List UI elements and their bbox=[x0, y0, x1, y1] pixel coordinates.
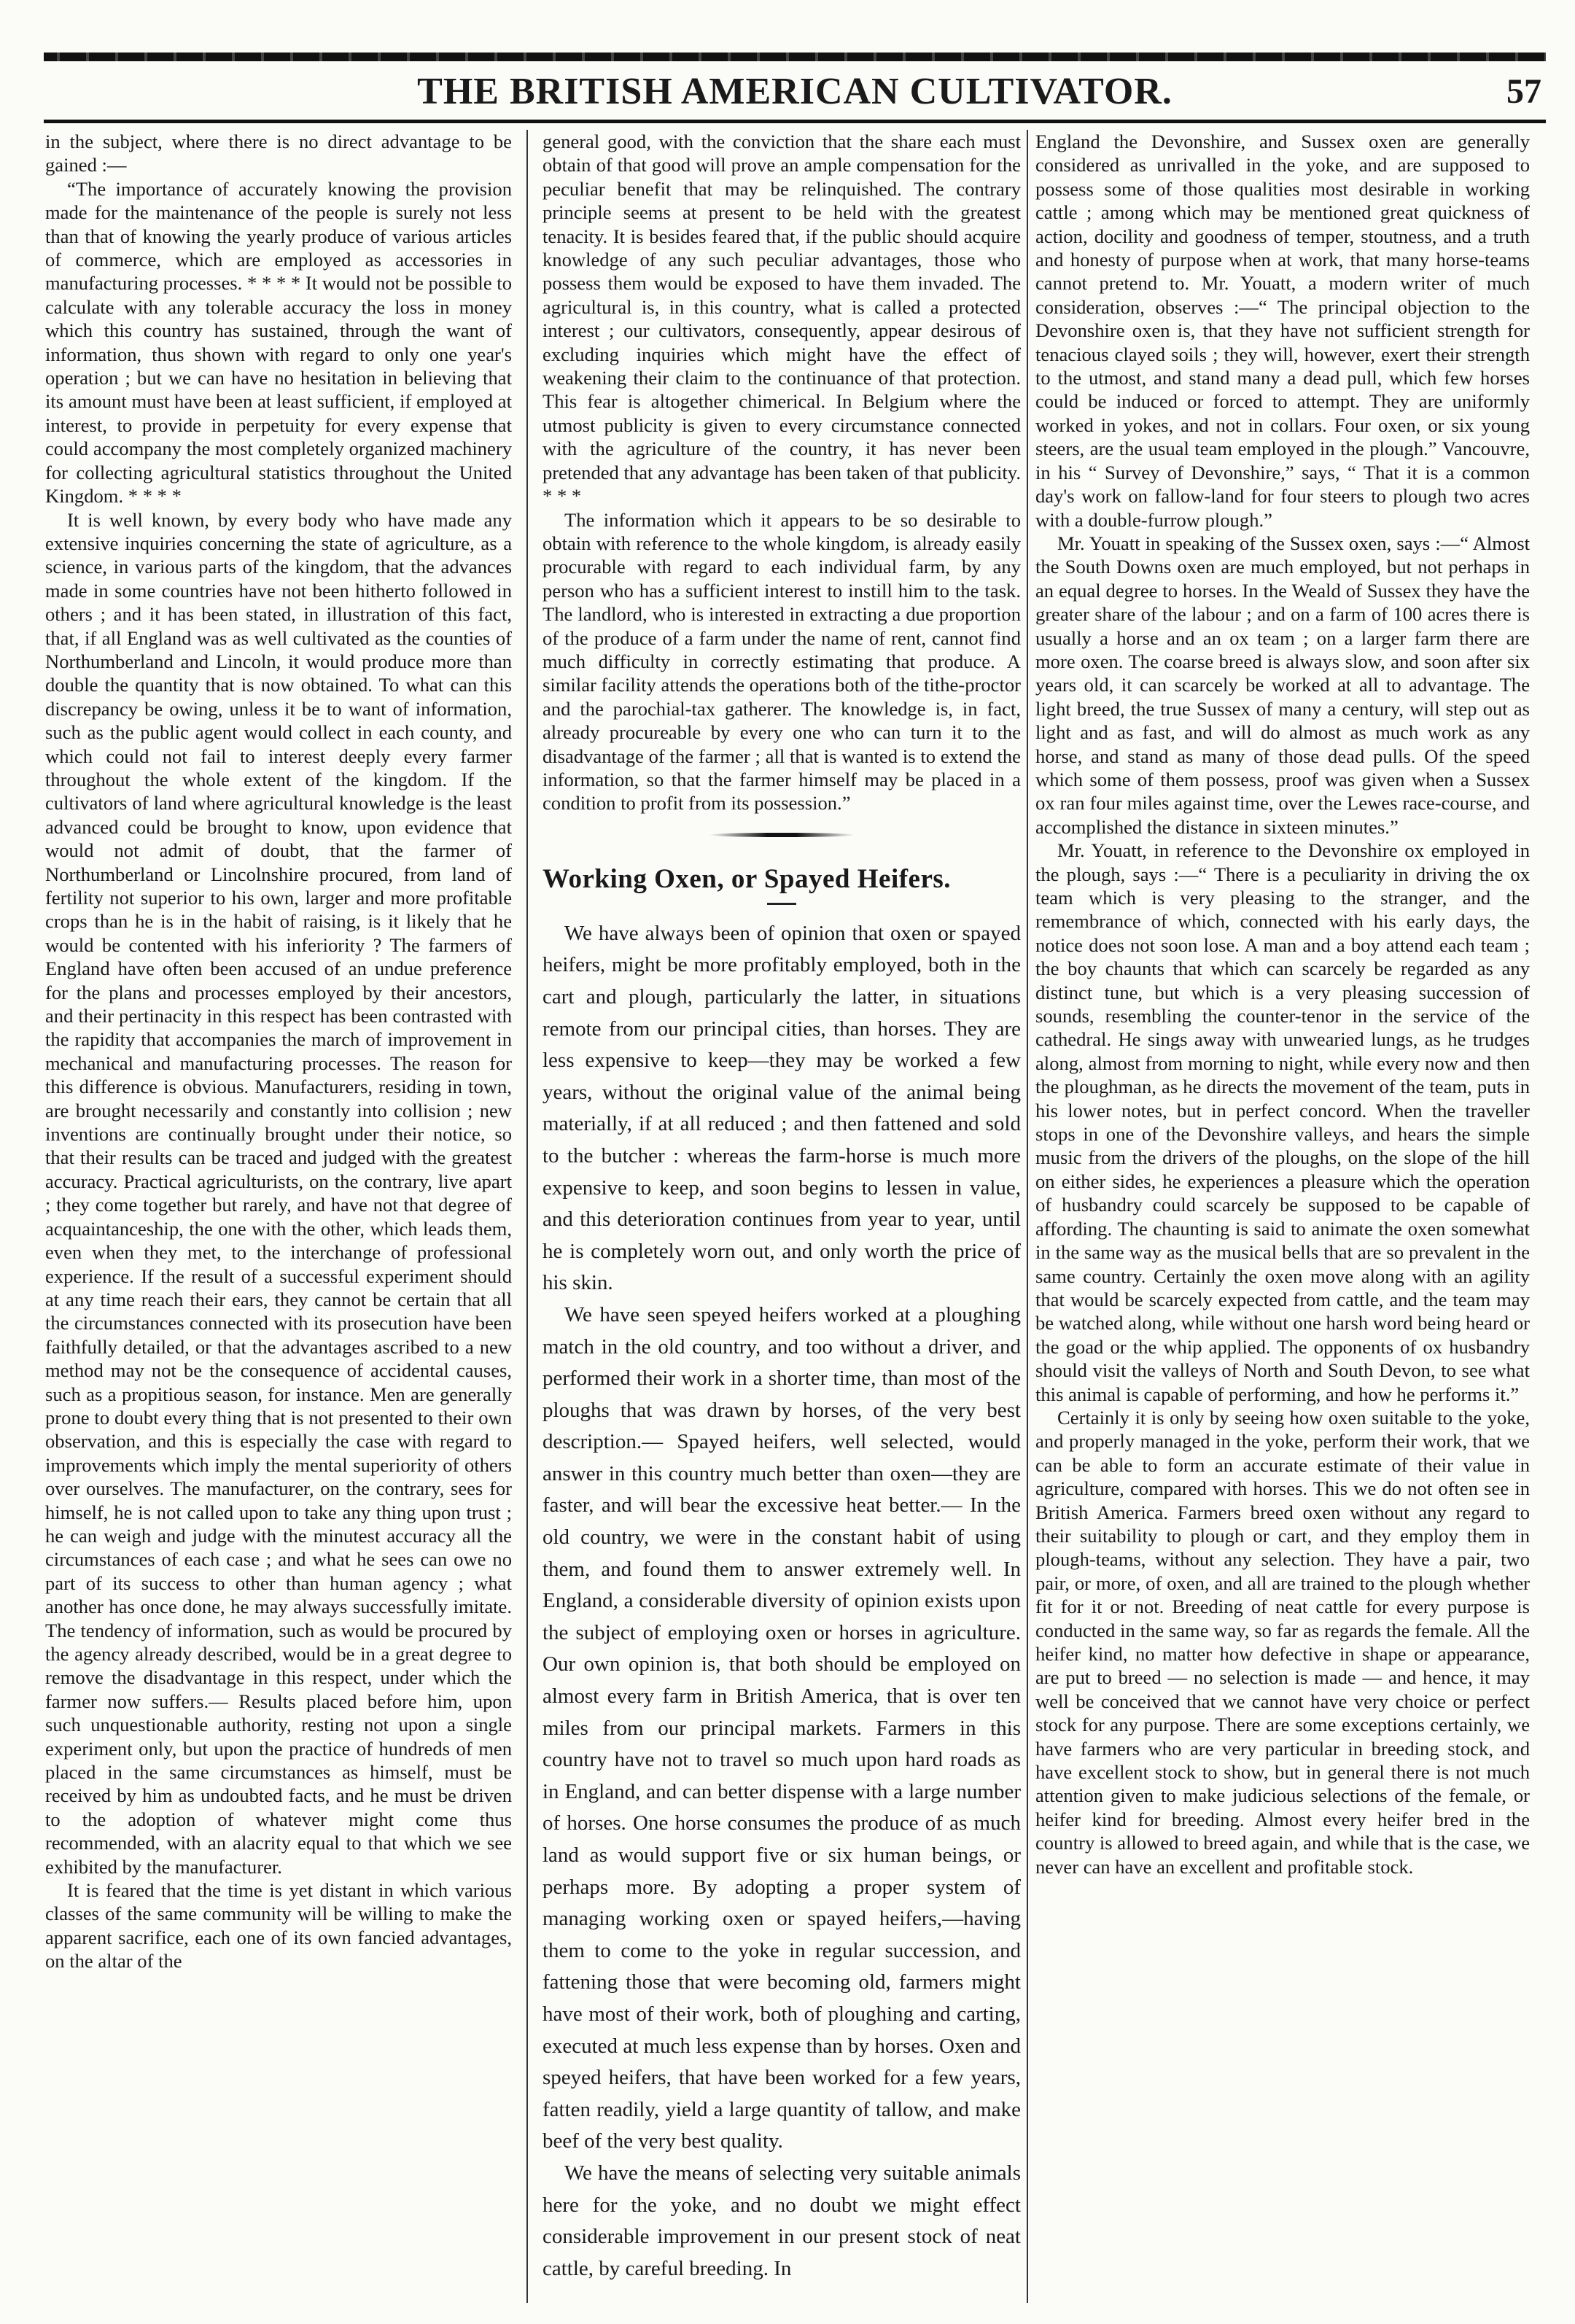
top-ornamental-rule bbox=[44, 53, 1546, 61]
column-left bbox=[45, 130, 512, 2310]
article-heading: Working Oxen, or Spayed Heifers. bbox=[542, 863, 952, 894]
paragraph: It is feared that the time is yet distant in which various classes of the same community will be willing to make the apparent sacrifice, each one of its own fancied advantages, on the altar of the bbox=[45, 1879, 512, 1973]
paragraph: We have the means of selecting very suitable animals here for the yoke, and no doubt we might effect considerable improvement in our present stock of neat cattle, by careful breeding. In bbox=[542, 2161, 1021, 2280]
paragraph: We have always been of opinion that oxen or spayed heifers, might be more profitably employed, both in the cart and plough, particularly the latter, in situations remote from our principal cities, than horses. They are less expensive to keep—they may be worked a few years, without the original value of the animal being materially, if at all reduced ; and then fattened and sold to the butcher : whereas the farm-horse is much more expensive to keep, and soon begins to lessen in value, and this deterioration continues from year to year, until he is completely worn out, and only worth the price of his skin. bbox=[542, 921, 1021, 1295]
column-right bbox=[1035, 130, 1530, 2310]
column-middle bbox=[542, 130, 1021, 2310]
paragraph: It is well known, by every body who have made any extensive inquiries concerning the state of agriculture, as a science, in various parts of the kingdom, that the advances made in some countries have not been hitherto followed in others ; and it has been stated, in illustration of this fact, that, if all England was as well cultivated as the counties of Northumberland and Lincoln, it would produce more than double the quantity that is now obtained. To what can this discrepancy be owing, unless it be to want of information, such as the public agent would collect in each county, and which could not fail to interest deeply every farmer throughout the whole extent of the kingdom. If the cultivators of land where agricultural knowledge is the least advanced could be brought to know, upon evidence that would not admit of doubt, that the farmer of Northumberland or Lincolnshire procured, from land of fertility not superior to his own, larger and more profitable crops than he is in the habit of raising, is it likely that he would be contented with his inferiority ? The farmers of England have often been accused of an undue preference for the plans and processes employed by their ancestors, and their pertinacity in this respect has been contrasted with the rapidity that accompanies the march of improvement in mechanical and manufacturing processes. The reason for this difference is obvious. Manufacturers, residing in town, are brought necessarily and constantly into collision ; new inventions are continually brought under their notice, so that their results can be traced and judged with the greatest accuracy. Practical agriculturists, on the contrary, live apart ; they come together but rarely, and have not that degree of acquaintanceship, the one with the other, which leads them, even when they met, to the interchange of professional experience. If the result of a successful experiment should at any time reach their ears, they cannot be certain that all the circumstances connected with its prosecution have been faithfully detailed, or that the advantages ascribed to a new method may not be the consequence of accidental causes, such as a propitious season, for instance. Men are generally prone to doubt every thing that is not presented to their own observation, and this is especially the case with regard to improvements which imply the mental superiority of others over ourselves. The manufacturer, on the contrary, sees for himself, he is not called upon to take any thing upon trust ; he can weigh and judge with the minutest accuracy all the circumstances of each case ; and what he sees can owe no part of its success to other than human agency ; what another has once done, he may always successfully imitate. The tendency of information, such as would be procured by the agency already described, would be in a great degree to remove the disadvantage in this respect, under which the farmer now suffers.— Results placed before him, upon such unquestionable authority, resting not upon a single experiment only, but upon the practice of hundreds of men placed in the same circumstances as himself, must be received by him as undoubted facts, and he must be driven to the adoption of whatever might come thus recommended, with an alacrity equal to that which we see exhibited by the manufacturer. bbox=[45, 508, 512, 1878]
masthead-title: THE BRITISH AMERICAN CULTIVATOR. bbox=[417, 71, 1172, 112]
paragraph: in the subject, where there is no direct advantage to be gained :— bbox=[45, 131, 512, 176]
paragraph: The information which it appears to be so desirable to obtain with reference to the whole kingdom, is already easily procurable with regard to each individual farm, by any person who has a sufficient interest to instill him to the task. The landlord, who is interested in extracting a due proportion of the produce of a farm under the name of rent, cannot find much difficulty in correctly estimating that produce. A similar facility attends the operations both of the tithe-proctor and the parochial-tax gatherer. The knowledge is, in fact, already procureable by every one who can turn it to the disadvantage of the farmer ; all that is wanted is to extend the information, so that the farmer himself may be placed in a condition to profit from its possession.” bbox=[542, 508, 1021, 815]
column-divider bbox=[526, 130, 528, 2303]
paragraph: Mr. Youatt, in reference to the Devonshire ox employed in the plough, says :—“ There is a peculiarity in driving the ox team which is very pleasing to the stranger, and the remembrance of which, connected with his early days, the notice does not soon lose. A man and a boy attend each team ; the boy chaunts that which can scarcely be regarded as any distinct tune, but which is a very pleasing succession of sounds, resembling the counter-tenor in the service of the cathedral. He sings away with unwearied lungs, as he trudges along, almost from morning to night, while every now and then the ploughman, as he directs the movement of the team, puts in his lower notes, but in perfect concord. When the traveller stops in one of the Devonshire valleys, and hears the simple music from the drivers of the ploughs, on the slope of the hill on either sides, he experiences a pleasure which the operation of husbandry could scarcely be supposed to be capable of affording. The chaunting is said to animate the oxen somewhat in the same way as the musical bells that are so prevalent in the same country. Certainly the oxen move along with an agility that would be scarcely expected from cattle, and the team may be watched along, while without one harsh word being heard or the goad or the whip applied. The opponents of ox husbandry should visit the valleys of North and South Devon, to see what this animal is capable of performing, and how he performs it.” bbox=[1035, 839, 1530, 1405]
page-number: 57 bbox=[1506, 72, 1541, 111]
paragraph: Mr. Youatt in speaking of the Sussex oxen, says :—“ Almost the South Downs oxen are much employed, but not perhaps in an equal degree to horses. In the Weald of Sussex they have the greater share of the labour ; and on a farm of 100 acres there is usually a horse and an ox team ; on a larger farm there are more oxen. The coarse breed is always slow, and soon after six years old, it can scarcely be worked at all to advantage. The light breed, the true Sussex of many a century, will step out as light and as fast, and will do almost as much work as any horse, and stand as many of those dead pulls. Of the speed which some of them possess, proof was given when a Sussex ox ran four miles against time, over the Lewes race-course, and accomplished the distance in sixteen minutes.” bbox=[1035, 532, 1530, 838]
masthead bbox=[44, 69, 1546, 123]
paragraph: Certainly it is only by seeing how oxen suitable to the yoke, and properly managed in the yoke, perform their work, that we can be able to form an accurate estimate of their value in agriculture, compared with horses. This we do not often see in British America. Farmers breed oxen without any regard to their suitability to plough or cart, and they employ them in plough-teams, without any selection. They have a pair, two pair, or more, of oxen, and all are trained to the plough whether fit for it or not. Breeding of neat cattle for every purpose is conducted in the same way, so far as regards the female. All the heifer kind, no matter how defective in shape or appearance, are put to breed — no selection is made — and hence, it may well be conceived that we cannot have very choice or perfect stock for any purpose. There are some exceptions certainly, we have farmers who are very particular in breeding stock, and have excellent stock to show, but in general there is not much attention given to make judicious selections of the female, or heifer kind for breeding. Almost every heifer bred in the country is allowed to breed again, and while that is the case, we never can have an excellent and profitable stock. bbox=[1035, 1406, 1530, 1878]
heading-rule bbox=[767, 903, 796, 905]
paragraph: “The importance of accurately knowing the provision made for the maintenance of the people is surely not less than that of knowing the yearly produce of various articles of commerce, which are employed as accessories in manufacturing processes. * * * * It would not be possible to calculate with any tolerable accuracy the loss in money which this country has sustained, through the want of information, thus shown with regard to only one year's operation ; but we can have no hesitation in believing that its amount must have been at least sufficient, if employed at interest, to provide in perpetuity for every expense that could accompany the most completely organized machinery for collecting agricultural statistics throughout the United Kingdom. * * * * bbox=[45, 177, 512, 508]
column-divider bbox=[1027, 130, 1028, 2303]
paragraph: general good, with the conviction that the share each must obtain of that good will prove an ample compensation for the peculiar benefit that may be relinquished. The contrary principle seems at present to be held with the greatest tenacity. It is besides feared that, if the public should acquire knowledge of any such peculiar advantages, those who possess them would be exposed to have them invaded. The agricultural is, in this country, what is called a protected interest ; our cultivators, consequently, appear desirous of excluding inquiries which might have the effect of weakening their claim to the continuance of that protection. This fear is altogether chimerical. In Belgium where the utmost publicity is given to every circumstance connected with the agriculture of the country, it has never been pretended that any advantage has been taken of that publicity. * * * bbox=[542, 131, 1021, 508]
continued-article-text bbox=[542, 130, 1021, 815]
section-divider-ornament bbox=[709, 833, 855, 837]
article-body bbox=[542, 918, 1021, 2285]
paragraph: We have seen speyed heifers worked at a ploughing match in the old country, and too without a driver, and performed their work in a shorter time, than most of the ploughs that was drawn by horses, of the very best description.— Spayed heifers, well selected, would answer in this country much better than oxen—they are faster, and will bear the excessive heat better.— In the old country, we were in the constant habit of using them, and found them to answer extremely well. In England, a considerable diversity of opinion exists upon the subject of employing oxen or horses in agriculture. Our own opinion is, that both should be employed on almost every farm in British America, that is over ten miles from our principal markets. Farmers in this country have not to travel so much upon hard roads as in England, and can better dispense with a large number of horses. One horse consumes the produce of as much land as would support five or six human beings, or perhaps more. By adopting a proper system of managing working oxen or spayed heifers,—having them to come to the yoke in regular succession, and fattening those that were becoming old, farmers might have most of their work, both of ploughing and carting, executed at much less expense than by horses. Oxen and speyed heifers, that have been worked for a few years, fatten readily, yield a large quantity of tallow, and make beef of the very best quality. bbox=[542, 1302, 1021, 2153]
paragraph: England the Devonshire, and Sussex oxen are generally considered as unrivalled in the yoke, and are supposed to possess some of those qualities most desirable in working cattle ; among which may be mentioned great quickness of action, docility and goodness of temper, stoutness, and a truth and honesty of purpose when at work, that many horse-teams cannot pretend to. Mr. Youatt, a modern writer of much consideration, observes :—“ The principal objection to the Devonshire oxen is, that they have not sufficient strength for tenacious clayed soils ; they will, however, exert their strength to the utmost, and stand many a dead pull, which few horses could be induced or forced to attempt. They are uniformly worked in yokes, and not in collars. Four oxen, or six young steers, are the usual team employed in the plough.” Vancouvre, in his “ Survey of Devonshire,” says, “ That it is a common day's work on fallow-land for four steers to plough two acres with a double-furrow plough.” bbox=[1035, 131, 1530, 531]
